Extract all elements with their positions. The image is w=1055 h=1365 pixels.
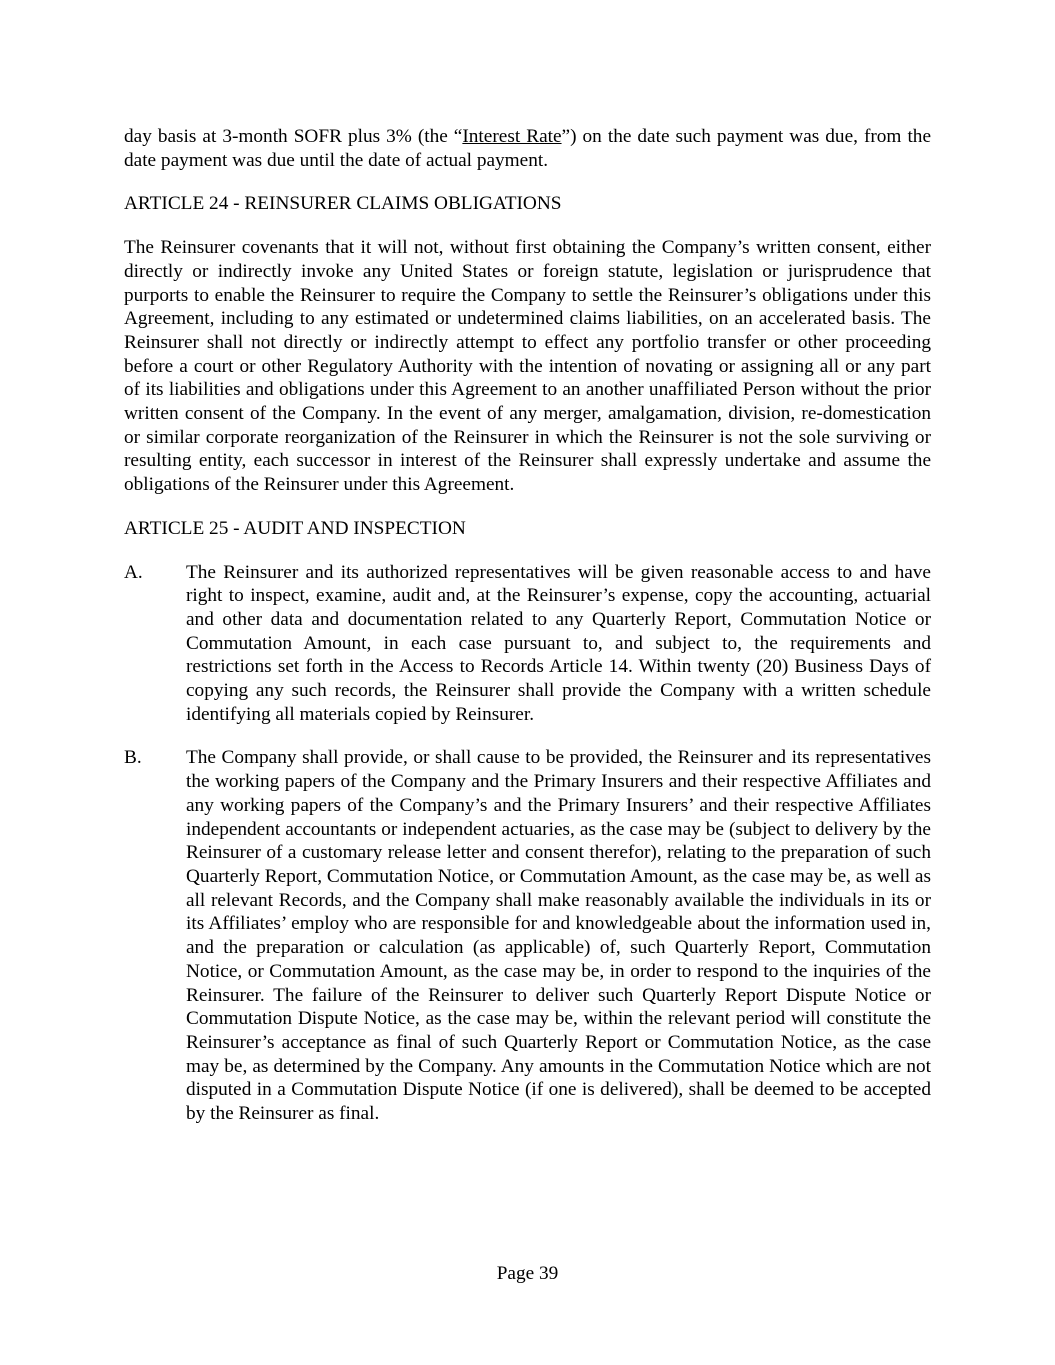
page-content xyxy=(124,125,931,1146)
item-label-b: B. xyxy=(124,747,142,769)
article-24-body: The Reinsurer covenants that it will not, without first obtaining the Company’s written consent, either directly or indirectly invoke any United States or foreign statute, legislation or jurisprudence that purports to enable the Reinsurer to require the Company to settle the Reinsurer’s obligations under this Agreement, including to any estimated or undetermined claims liabilities, on an accelerated basis. The Reinsurer shall not directly or indirectly attempt to effect any portfolio transfer or other proceeding before a court or other Regulatory Authority with the intention of novating or assigning all or any part of its liabilities and obligations under this Agreement to an another unaffiliated Person without the prior written consent of the Company. In the event of any merger, amalgamation, division, re-domestication or similar corporate reorganization of the Reinsurer in which the Reinsurer is not the sole surviving or resulting entity, each successor in interest of the Reinsurer shall expressly undertake and assume the obligations of the Reinsurer under this Agreement. xyxy=(124,237,931,496)
continuation-paragraph xyxy=(124,125,931,172)
article-25-item-b xyxy=(124,746,931,1125)
article-25-item-a xyxy=(124,561,931,727)
intro-text-before: day basis at 3-month SOFR plus 3% (the “ xyxy=(124,126,463,147)
item-text-a: The Reinsurer and its authorized representatives will be given reasonable access to and have right to inspect, examine, audit and, at the Reinsurer’s expense, copy the accounting, actuarial and other data and documentation related to any Quarterly Report, Commutation Notice or Commutation Amount, in each case pursuant to, and subject to, the requirements and restrictions set forth in the Access to Records Article 14. Within twenty (20) Business Days of copying any such records, the Reinsurer shall provide the Company with a written schedule identifying all materials copied by Reinsurer. xyxy=(186,561,931,725)
item-label-a: A. xyxy=(124,561,143,583)
intro-text-after: ”) on the date such payment was due, from the date payment was due until the date of actual payment. xyxy=(124,126,932,171)
article-24-heading: ARTICLE 24 - REINSURER CLAIMS OBLIGATIONS xyxy=(124,193,562,215)
page-number: Page 39 xyxy=(496,1263,559,1284)
item-text-b: The Company shall provide, or shall cause to be provided, the Reinsurer and its representatives the working papers of the Company and the Primary Insurers and their respective Affiliates and any working papers of the Company’s and the Primary Insurers’ and their respective Affiliates independent accountants or independent actuaries, as the case may be (subject to delivery by the Reinsurer of a customary release letter and consent therefor), relating to the preparation of such Quarterly Report, Commutation Notice, or Commutation Amount, as the case may be, as well as all relevant Records, and the Company shall make reasonably available the individuals in its or its Affiliates’ employ who are responsible for and knowledgeable about the information used in, and the preparation or calculation (as applicable) of, such Quarterly Report, Commutation Notice, or Commutation Amount, as the case may be, in order to respond to the inquiries of the Reinsurer. The failure of the Reinsurer to deliver such Quarterly Report Dispute Notice or Commutation Dispute Notice, as the case may be, within the relevant period will constitute the Reinsurer’s acceptance as final of such Quarterly Report or Commutation Notice, as the case may be, as determined by the Company. Any amounts in the Commutation Notice which are not disputed in a Commutation Dispute Notice (if one is delivered), shall be deemed to be accepted by the Reinsurer as final. xyxy=(186,747,931,1125)
article-25-heading: ARTICLE 25 - AUDIT AND INSPECTION xyxy=(124,517,466,539)
defined-term-interest-rate: Interest Rate xyxy=(462,126,562,147)
